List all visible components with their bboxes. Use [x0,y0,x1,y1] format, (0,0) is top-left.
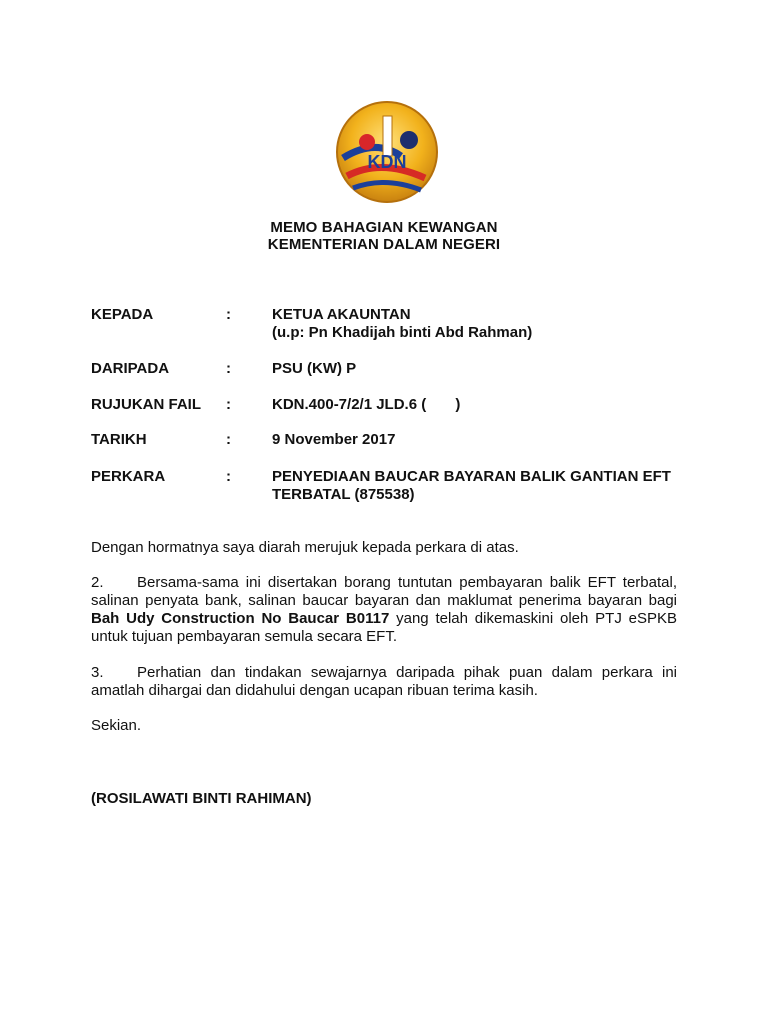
perkara-colon: : [226,468,231,485]
paragraph-2-bold: Bah Udy Construction No Baucar B0117 [91,610,390,627]
daripada-label: DARIPADA [91,360,170,377]
rujukan-value: KDN.400-7/2/1 JLD.6 ( ) [272,396,461,413]
perkara-label: PERKARA [91,468,166,485]
paragraph-2 [91,574,677,646]
kepada-label: KEPADA [91,306,154,323]
tarikh-colon: : [226,431,231,448]
logo-text: KDN [367,152,407,172]
paragraph-3-number: 3. [91,664,104,681]
kepada-colon: : [226,306,231,323]
paragraph-2-text-b: yang telah dikemaskini oleh PTJ eSPKB untuk tujuan pembayaran semula secara EFT. [91,610,677,645]
tarikh-label: TARIKH [91,431,147,448]
daripada-value: PSU (KW) P [272,360,357,377]
signatory-name: (ROSILAWATI BINTI RAHIMAN) [91,790,312,807]
paragraph-2-text-a: Bersama-sama ini disertakan borang tuntutan pembayaran balik EFT terbatal, salinan penyata bank, salinan baucar bayaran dan maklumat penerima bayaran bagi [91,574,677,609]
ministry-title: KEMENTERIAN DALAM NEGERI [267,236,501,253]
kepada-value: KETUA AKAUNTAN [272,306,411,323]
rujukan-label: RUJUKAN FAIL [91,396,202,413]
rujukan-colon: : [226,396,231,413]
paragraph-3-text: Perhatian dan tindakan sewajarnya daripada pihak puan dalam perkara ini amatlah dihargai dan didahului dengan ucapan ribuan terima kasih. [91,664,677,699]
paragraph-3 [91,664,677,700]
kepada-value-attention: (u.p: Pn Khadijah binti Abd Rahman) [272,324,533,341]
closing-text: Sekian. [91,717,142,734]
kdn-logo [335,98,440,205]
paragraph-1: Dengan hormatnya saya diarah merujuk kepada perkara di atas. [91,539,519,556]
memo-title: MEMO BAHAGIAN KEWANGAN [270,219,498,236]
paragraph-2-number: 2. [91,574,104,591]
tarikh-value: 9 November 2017 [272,431,396,448]
perkara-value: PENYEDIAAN BAUCAR BAYARAN BALIK GANTIAN EFT TERBATAL (875538) [272,468,671,503]
daripada-colon: : [226,360,231,377]
